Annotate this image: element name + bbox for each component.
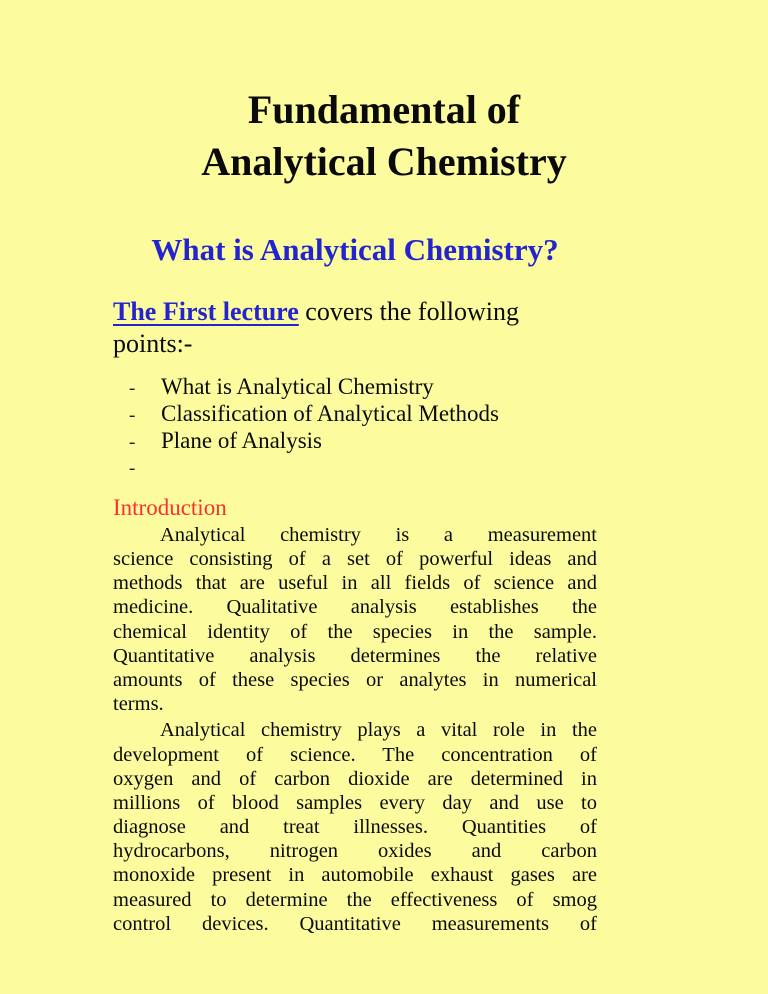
paragraph-line: hydrocarbons, nitrogen oxides and carbon bbox=[113, 840, 597, 863]
paragraph-line: science consisting of a set of powerful ideas and bbox=[113, 548, 597, 570]
list-item bbox=[113, 456, 597, 481]
paragraph-line: monoxide present in automobile exhaust gases are bbox=[113, 864, 597, 887]
paragraph-line: Analytical chemistry is a measurement bbox=[160, 523, 597, 546]
list-item-label: What is Analytical Chemistry bbox=[161, 374, 434, 399]
list-item-marker: - bbox=[129, 432, 136, 454]
list-item-marker: - bbox=[129, 405, 136, 427]
paragraph-line: measured to determine the effectiveness of smog bbox=[113, 888, 597, 911]
paragraph-line: chemical identity of the species in the sample. bbox=[113, 620, 597, 643]
list-item bbox=[113, 401, 597, 428]
list-item-label: Plane of Analysis bbox=[161, 428, 322, 454]
list-item-label: Classification of Analytical Methods bbox=[161, 401, 499, 427]
paragraph-2 bbox=[113, 718, 597, 936]
paragraph-line: control devices. Quantitative measurements of bbox=[113, 912, 597, 935]
title-line-1: Fundamental of bbox=[247, 87, 521, 132]
paragraph-line: Analytical chemistry plays a vital role in the bbox=[160, 719, 597, 742]
paragraph-1 bbox=[113, 523, 597, 717]
list-item bbox=[113, 374, 597, 401]
paragraph-line: amounts of these species or analytes in numerical bbox=[113, 668, 597, 691]
intro-heading: Introduction bbox=[113, 494, 227, 520]
first-lecture-link[interactable]: The First lecture bbox=[113, 297, 299, 326]
content-column bbox=[113, 296, 597, 936]
document-title bbox=[0, 0, 768, 188]
paragraph-line: millions of blood samples every day and use to bbox=[113, 791, 597, 814]
lecture-intro-line bbox=[113, 296, 597, 360]
lecture-line-rest: covers the following points:- bbox=[113, 297, 520, 358]
list-item-marker: - bbox=[129, 378, 136, 399]
list-item-marker: - bbox=[129, 457, 136, 479]
paragraph-line: methods that are useful in all fields of science and bbox=[113, 572, 597, 595]
paragraph-line: diagnose and treat illnesses. Quantities of bbox=[113, 816, 597, 839]
lecture-points-list bbox=[113, 374, 597, 481]
title-line-2: Analytical Chemistry bbox=[201, 139, 567, 184]
paragraph-line: medicine. Qualitative analysis establishes the bbox=[113, 596, 597, 619]
paragraph-line: Quantitative analysis determines the relative bbox=[113, 644, 597, 667]
paragraph-line: terms. bbox=[113, 693, 164, 716]
list-item bbox=[113, 428, 597, 455]
question-heading: What is Analytical Chemistry? bbox=[151, 232, 559, 267]
paragraph-line: development of science. The concentration of bbox=[113, 743, 597, 766]
paragraph-line: oxygen and of carbon dioxide are determined in bbox=[113, 767, 597, 790]
